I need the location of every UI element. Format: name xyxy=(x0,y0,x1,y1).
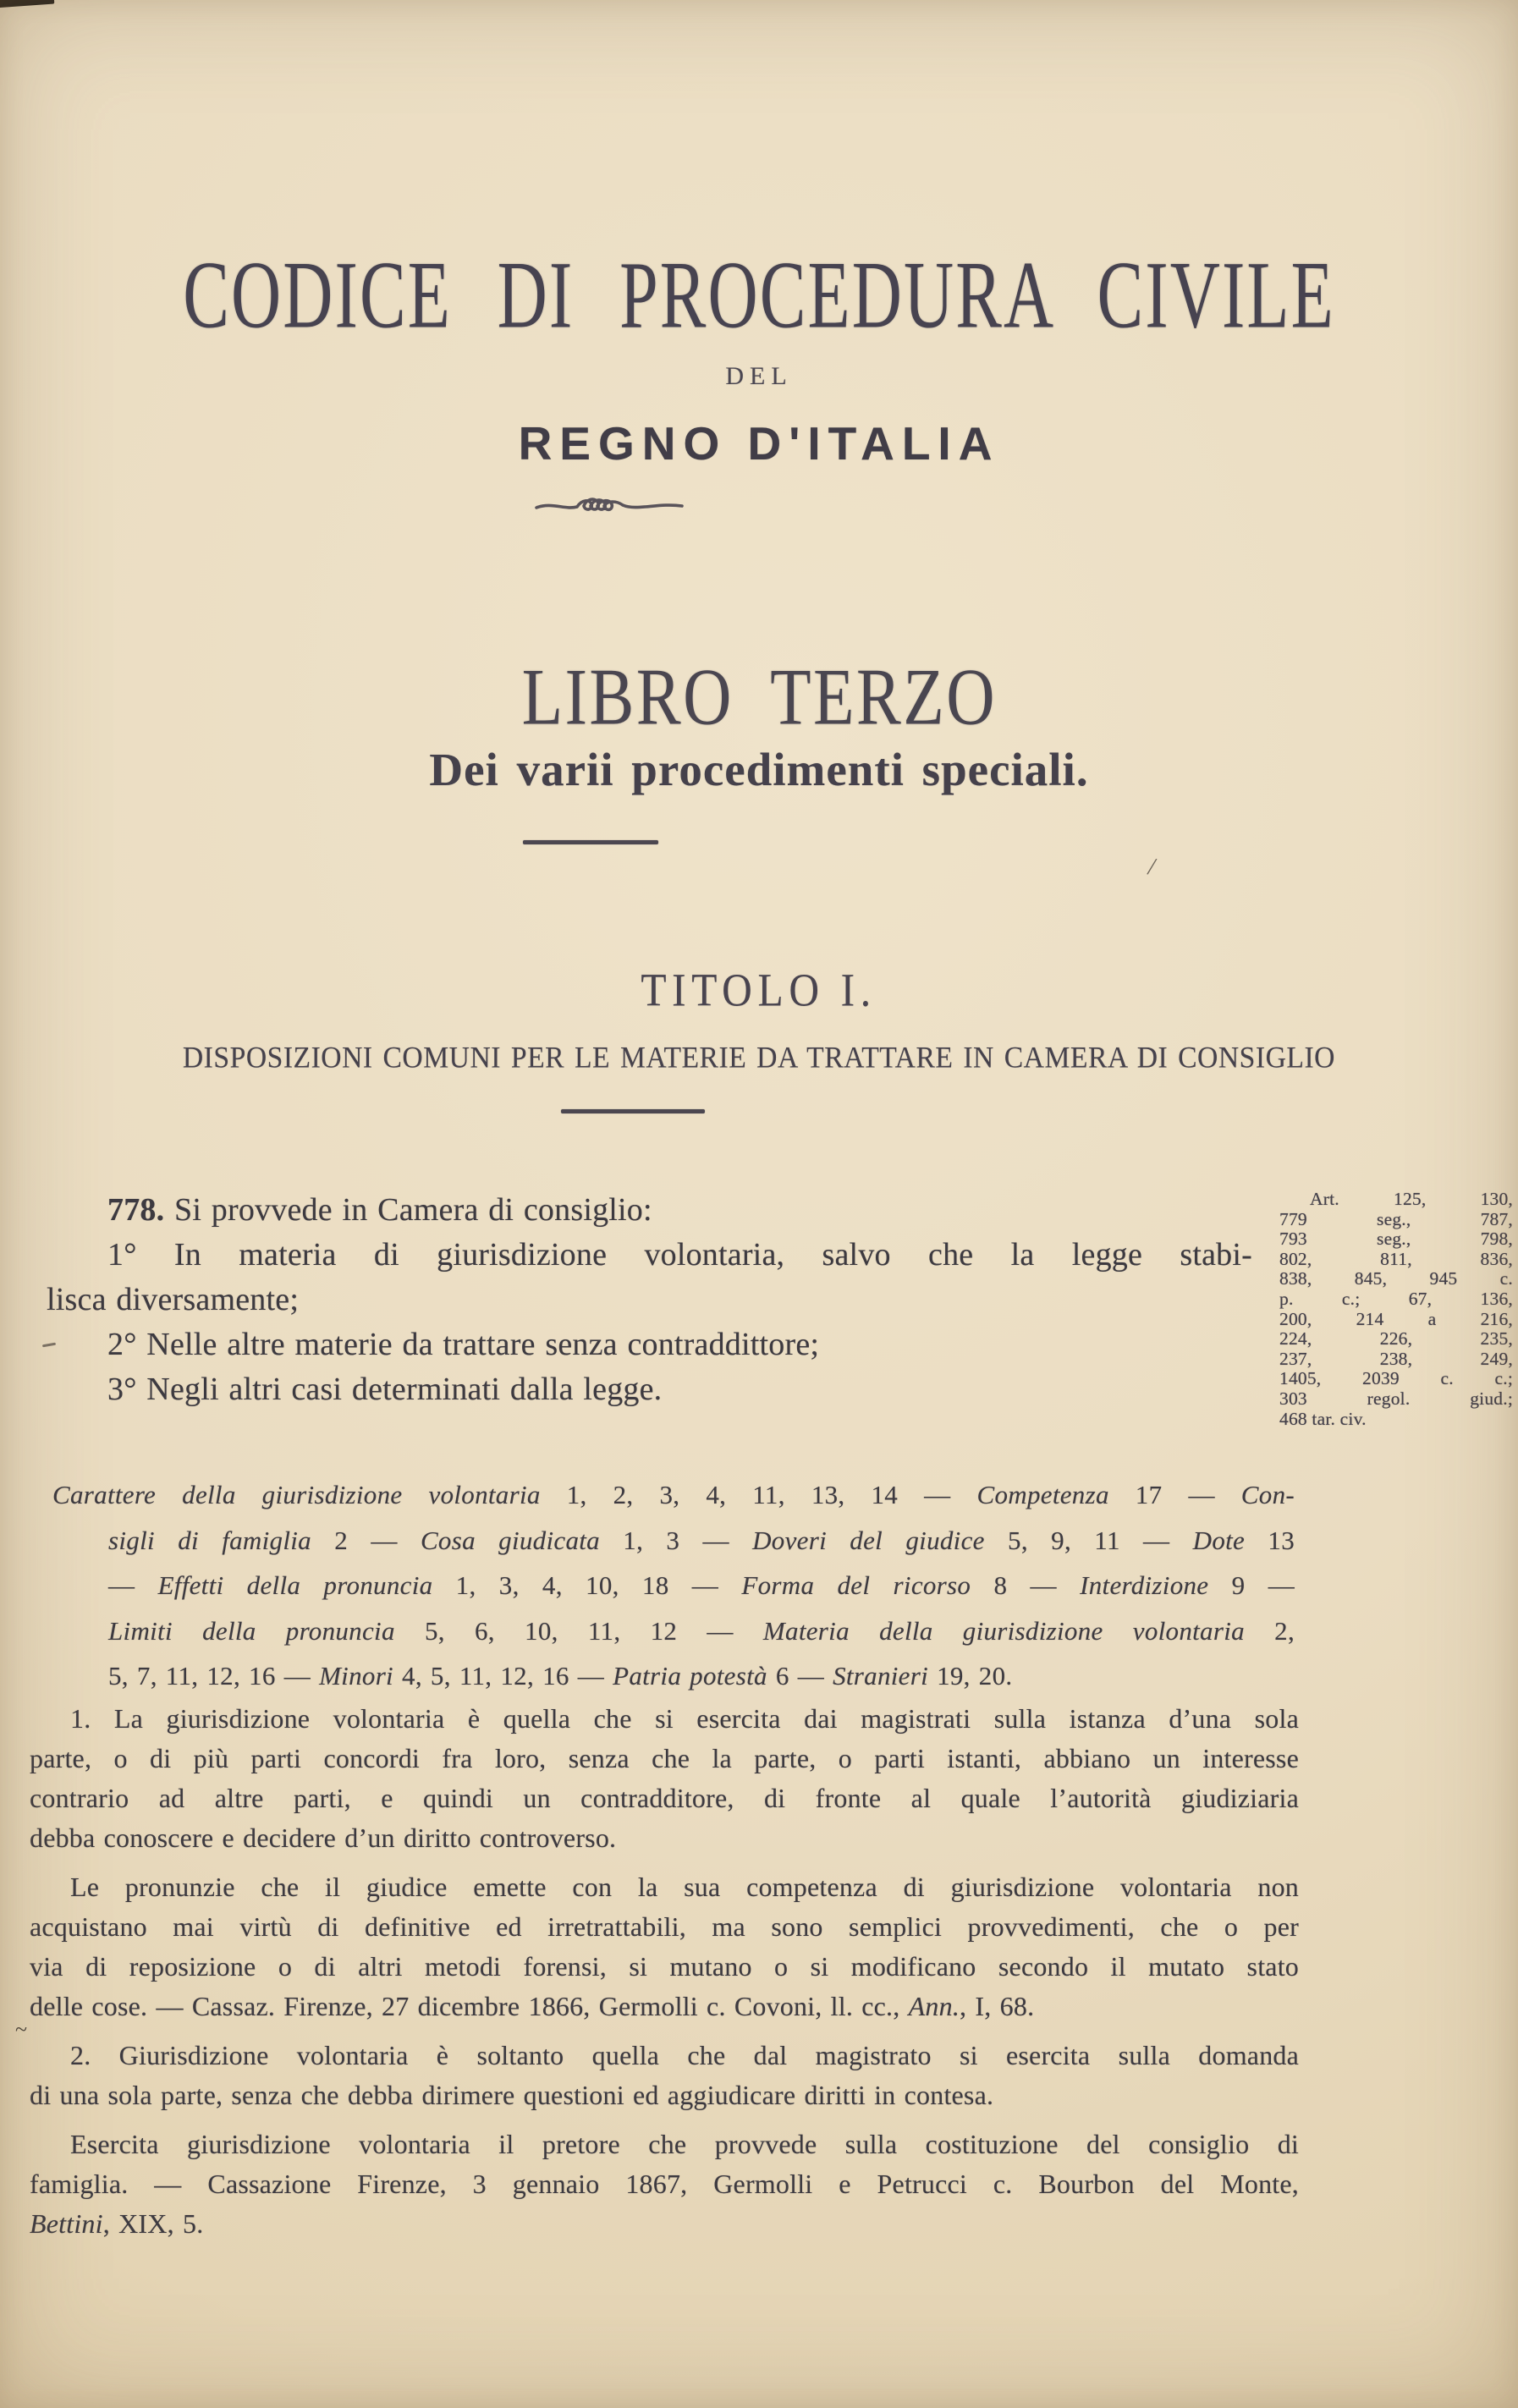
text-run: 1. La giurisdizione volontaria è quella che si esercita dai magistrati sulla istanza d’una sola xyxy=(70,1703,1299,1734)
italic-text: Forma del ricorso xyxy=(741,1570,971,1600)
text-line xyxy=(30,1779,1299,1818)
book-subtitle: REGNO D'ITALIA xyxy=(518,417,1000,470)
text-line xyxy=(30,1947,1299,1987)
text-run: 17 — xyxy=(1108,1480,1241,1509)
text-run: Si provvede in Camera di consiglio: xyxy=(164,1192,652,1228)
text-run: 5, 9, 11 — xyxy=(984,1525,1193,1555)
stray-ink-tilde: ~ xyxy=(15,2017,28,2042)
text-run: 2, xyxy=(1244,1615,1295,1646)
text-line xyxy=(30,2204,1299,2244)
title-section-heading: TITOLO I. xyxy=(641,965,877,1016)
divider-rule xyxy=(523,840,658,844)
bold-text: 778. xyxy=(107,1192,165,1228)
text-line xyxy=(1279,1250,1513,1270)
text-line xyxy=(47,1188,1252,1233)
text-line xyxy=(1279,1350,1513,1370)
disposizioni-row xyxy=(0,1042,1518,1074)
italic-text: Stranieri xyxy=(833,1661,929,1691)
del-row xyxy=(0,362,1518,391)
scan-corner-artifact xyxy=(0,0,54,8)
text-run: 5, 7, 11, 12, 16 — xyxy=(108,1661,320,1691)
text-line xyxy=(52,1518,1295,1564)
italic-text: Dote xyxy=(1192,1525,1246,1555)
text-run: 1, 2, 3, 4, 11, 13, 14 — xyxy=(540,1480,977,1509)
text-line xyxy=(30,2164,1299,2204)
italic-text: Doveri del giudice xyxy=(752,1525,985,1555)
text-run: Art. 125, 130, xyxy=(1310,1189,1513,1209)
index-paragraph xyxy=(52,1472,1295,1699)
text-run: 224, 226, 235, xyxy=(1279,1328,1513,1350)
commentary-paragraph-1 xyxy=(30,1699,1299,1858)
text-line xyxy=(30,2036,1299,2075)
italic-text: Patria potestà xyxy=(613,1661,767,1691)
text-line xyxy=(30,1987,1299,2026)
text-line xyxy=(1279,1289,1513,1310)
text-run: 3° Negli altri casi determinati dalla legge. xyxy=(107,1372,663,1407)
stray-ink-mark: / xyxy=(1145,852,1158,882)
text-run: , XIX, 5. xyxy=(102,2208,204,2239)
italic-text: sigli di famiglia xyxy=(108,1525,311,1555)
text-line xyxy=(1279,1229,1513,1250)
italic-text: Bettini xyxy=(30,2208,103,2239)
commentary-paragraph-3 xyxy=(30,2036,1299,2115)
divider-rule xyxy=(561,1109,705,1113)
text-line xyxy=(47,1233,1252,1278)
italic-text: Materia della giurisdizione volontaria xyxy=(762,1615,1245,1646)
text-run: 1, 3, 4, 10, 18 — xyxy=(432,1570,742,1600)
text-run: debba conoscere e decidere d’un diritto controverso. xyxy=(30,1822,617,1853)
text-run: 793 seg., 798, xyxy=(1279,1229,1513,1250)
text-run: acquistano mai virtù di definitive ed irretrattabili, ma sono semplici provvedimenti, che o per xyxy=(30,1911,1299,1942)
italic-text: Minori xyxy=(319,1661,393,1691)
commentary-paragraph-2 xyxy=(30,1867,1299,2026)
text-run: 6 — xyxy=(767,1661,833,1691)
text-run: delle cose. — Cassaz. Firenze, 27 dicembre 1866, Germolli c. Covoni, ll. cc., xyxy=(30,1991,909,2021)
text-line xyxy=(1279,1190,1513,1210)
text-line xyxy=(30,1739,1299,1779)
text-line xyxy=(30,1907,1299,1947)
text-run: 237, 238, 249, xyxy=(1279,1348,1513,1369)
commentary-section xyxy=(30,1699,1299,2253)
text-run: 802, 811, 836, xyxy=(1279,1248,1513,1269)
text-line xyxy=(30,1867,1299,1907)
text-line xyxy=(1279,1389,1513,1410)
text-run: 2 — xyxy=(311,1525,421,1555)
text-run: 779 seg., 787, xyxy=(1279,1208,1513,1229)
text-line xyxy=(47,1278,1252,1322)
text-line xyxy=(47,1367,1252,1412)
flourish-ornament-icon xyxy=(533,496,685,518)
text-run: 13 xyxy=(1245,1525,1295,1555)
italic-text: Cosa giudicata xyxy=(420,1525,600,1555)
ornament-row xyxy=(533,496,685,522)
text-run: 9 — xyxy=(1208,1570,1295,1600)
title-row xyxy=(0,240,1518,349)
text-run: 303 regol. giud.; xyxy=(1279,1388,1513,1409)
text-line xyxy=(1279,1310,1513,1330)
text-run: 838, 845, 945 c. xyxy=(1279,1268,1513,1289)
text-run: 1° In materia di giurisdizione volontaria, salvo che la legge stabi- xyxy=(107,1237,1252,1273)
text-run: di una sola parte, senza che debba dirimere questioni ed aggiudicare diritti in contesa. xyxy=(30,2080,994,2110)
text-line xyxy=(30,1818,1299,1858)
article-778-text xyxy=(47,1188,1252,1412)
dei-varii-row xyxy=(0,743,1518,796)
text-run: 1, 3 — xyxy=(599,1525,753,1555)
text-run: Esercita giurisdizione volontaria il pretore che provvede sulla costituzione del consiglio di xyxy=(70,2129,1299,2159)
italic-text: Limiti della pronuncia xyxy=(108,1615,395,1646)
text-run: 2. Giurisdizione volontaria è soltanto quella che dal magistrato si esercita sulla domanda xyxy=(70,2040,1299,2070)
book-subtitle-small: DEL xyxy=(725,362,793,390)
text-line xyxy=(1279,1210,1513,1230)
book-part-heading: LIBRO TERZO xyxy=(521,651,997,742)
italic-text: Ann. xyxy=(908,1991,960,2021)
text-run: 468 tar. civ. xyxy=(1279,1408,1367,1429)
text-run: 5, 6, 10, 11, 12 — xyxy=(394,1615,763,1646)
regno-row xyxy=(0,416,1518,470)
italic-text: Con- xyxy=(1240,1480,1295,1509)
text-line xyxy=(52,1563,1295,1608)
text-line xyxy=(52,1608,1295,1654)
commentary-paragraph-4 xyxy=(30,2125,1299,2244)
text-run: p. c.; 67, 136, xyxy=(1279,1288,1513,1309)
text-run: , I, 68. xyxy=(960,1991,1035,2021)
italic-text: Effetti della pronuncia xyxy=(157,1570,433,1600)
text-line xyxy=(30,1699,1299,1739)
text-line xyxy=(1279,1329,1513,1350)
text-line xyxy=(52,1472,1295,1518)
book-part-subheading: Dei varii procedimenti speciali. xyxy=(429,744,1089,795)
title-section-subheading: DISPOSIZIONI COMUNI PER LE MATERIE DA TRATTARE IN CAMERA DI CONSIGLIO xyxy=(182,1042,1336,1075)
text-line xyxy=(1279,1269,1513,1289)
text-line xyxy=(47,1322,1252,1367)
text-line xyxy=(1279,1410,1513,1430)
text-run: 19, 20. xyxy=(928,1661,1013,1691)
text-run: via di reposizione o di altri metodi forensi, si mutano o si modificano secondo il mutato stato xyxy=(30,1951,1299,1982)
italic-text: Carattere della giurisdizione volontaria xyxy=(52,1480,541,1509)
italic-text: Interdizione xyxy=(1080,1570,1209,1600)
text-run: — xyxy=(108,1570,158,1600)
text-run: parte, o di più parti concordi fra loro, senza che la parte, o parti istanti, abbiano un interesse xyxy=(30,1743,1299,1773)
text-line xyxy=(52,1653,1295,1699)
text-run: lisca diversamente; xyxy=(47,1282,300,1317)
text-run: contrario ad altre parti, e quindi un contradditore, di fronte al quale l’autorità giudiziaria xyxy=(30,1783,1299,1813)
text-run: Le pronunzie che il giudice emette con la sua competenza di giurisdizione volontaria non xyxy=(70,1872,1299,1902)
text-line xyxy=(30,2125,1299,2164)
text-run: 4, 5, 11, 12, 16 — xyxy=(393,1661,613,1691)
text-run: 8 — xyxy=(971,1570,1081,1600)
text-run: famiglia. — Cassazione Firenze, 3 gennaio 1867, Germolli e Petrucci c. Bourbon del Monte, xyxy=(30,2169,1299,2199)
text-run: 200, 214 a 216, xyxy=(1279,1308,1513,1329)
titolo-row xyxy=(0,965,1518,1014)
book-title: CODICE DI PROCEDURA CIVILE xyxy=(183,242,1335,349)
libro-row xyxy=(0,650,1518,742)
text-run: 1405, 2039 c. c.; xyxy=(1279,1368,1513,1389)
text-run: 2° Nelle altre materie da trattare senza contraddittore; xyxy=(107,1327,820,1362)
text-line xyxy=(1279,1369,1513,1389)
italic-text: Competenza xyxy=(976,1480,1109,1509)
text-line xyxy=(30,2075,1299,2115)
margin-note-references xyxy=(1279,1190,1513,1429)
